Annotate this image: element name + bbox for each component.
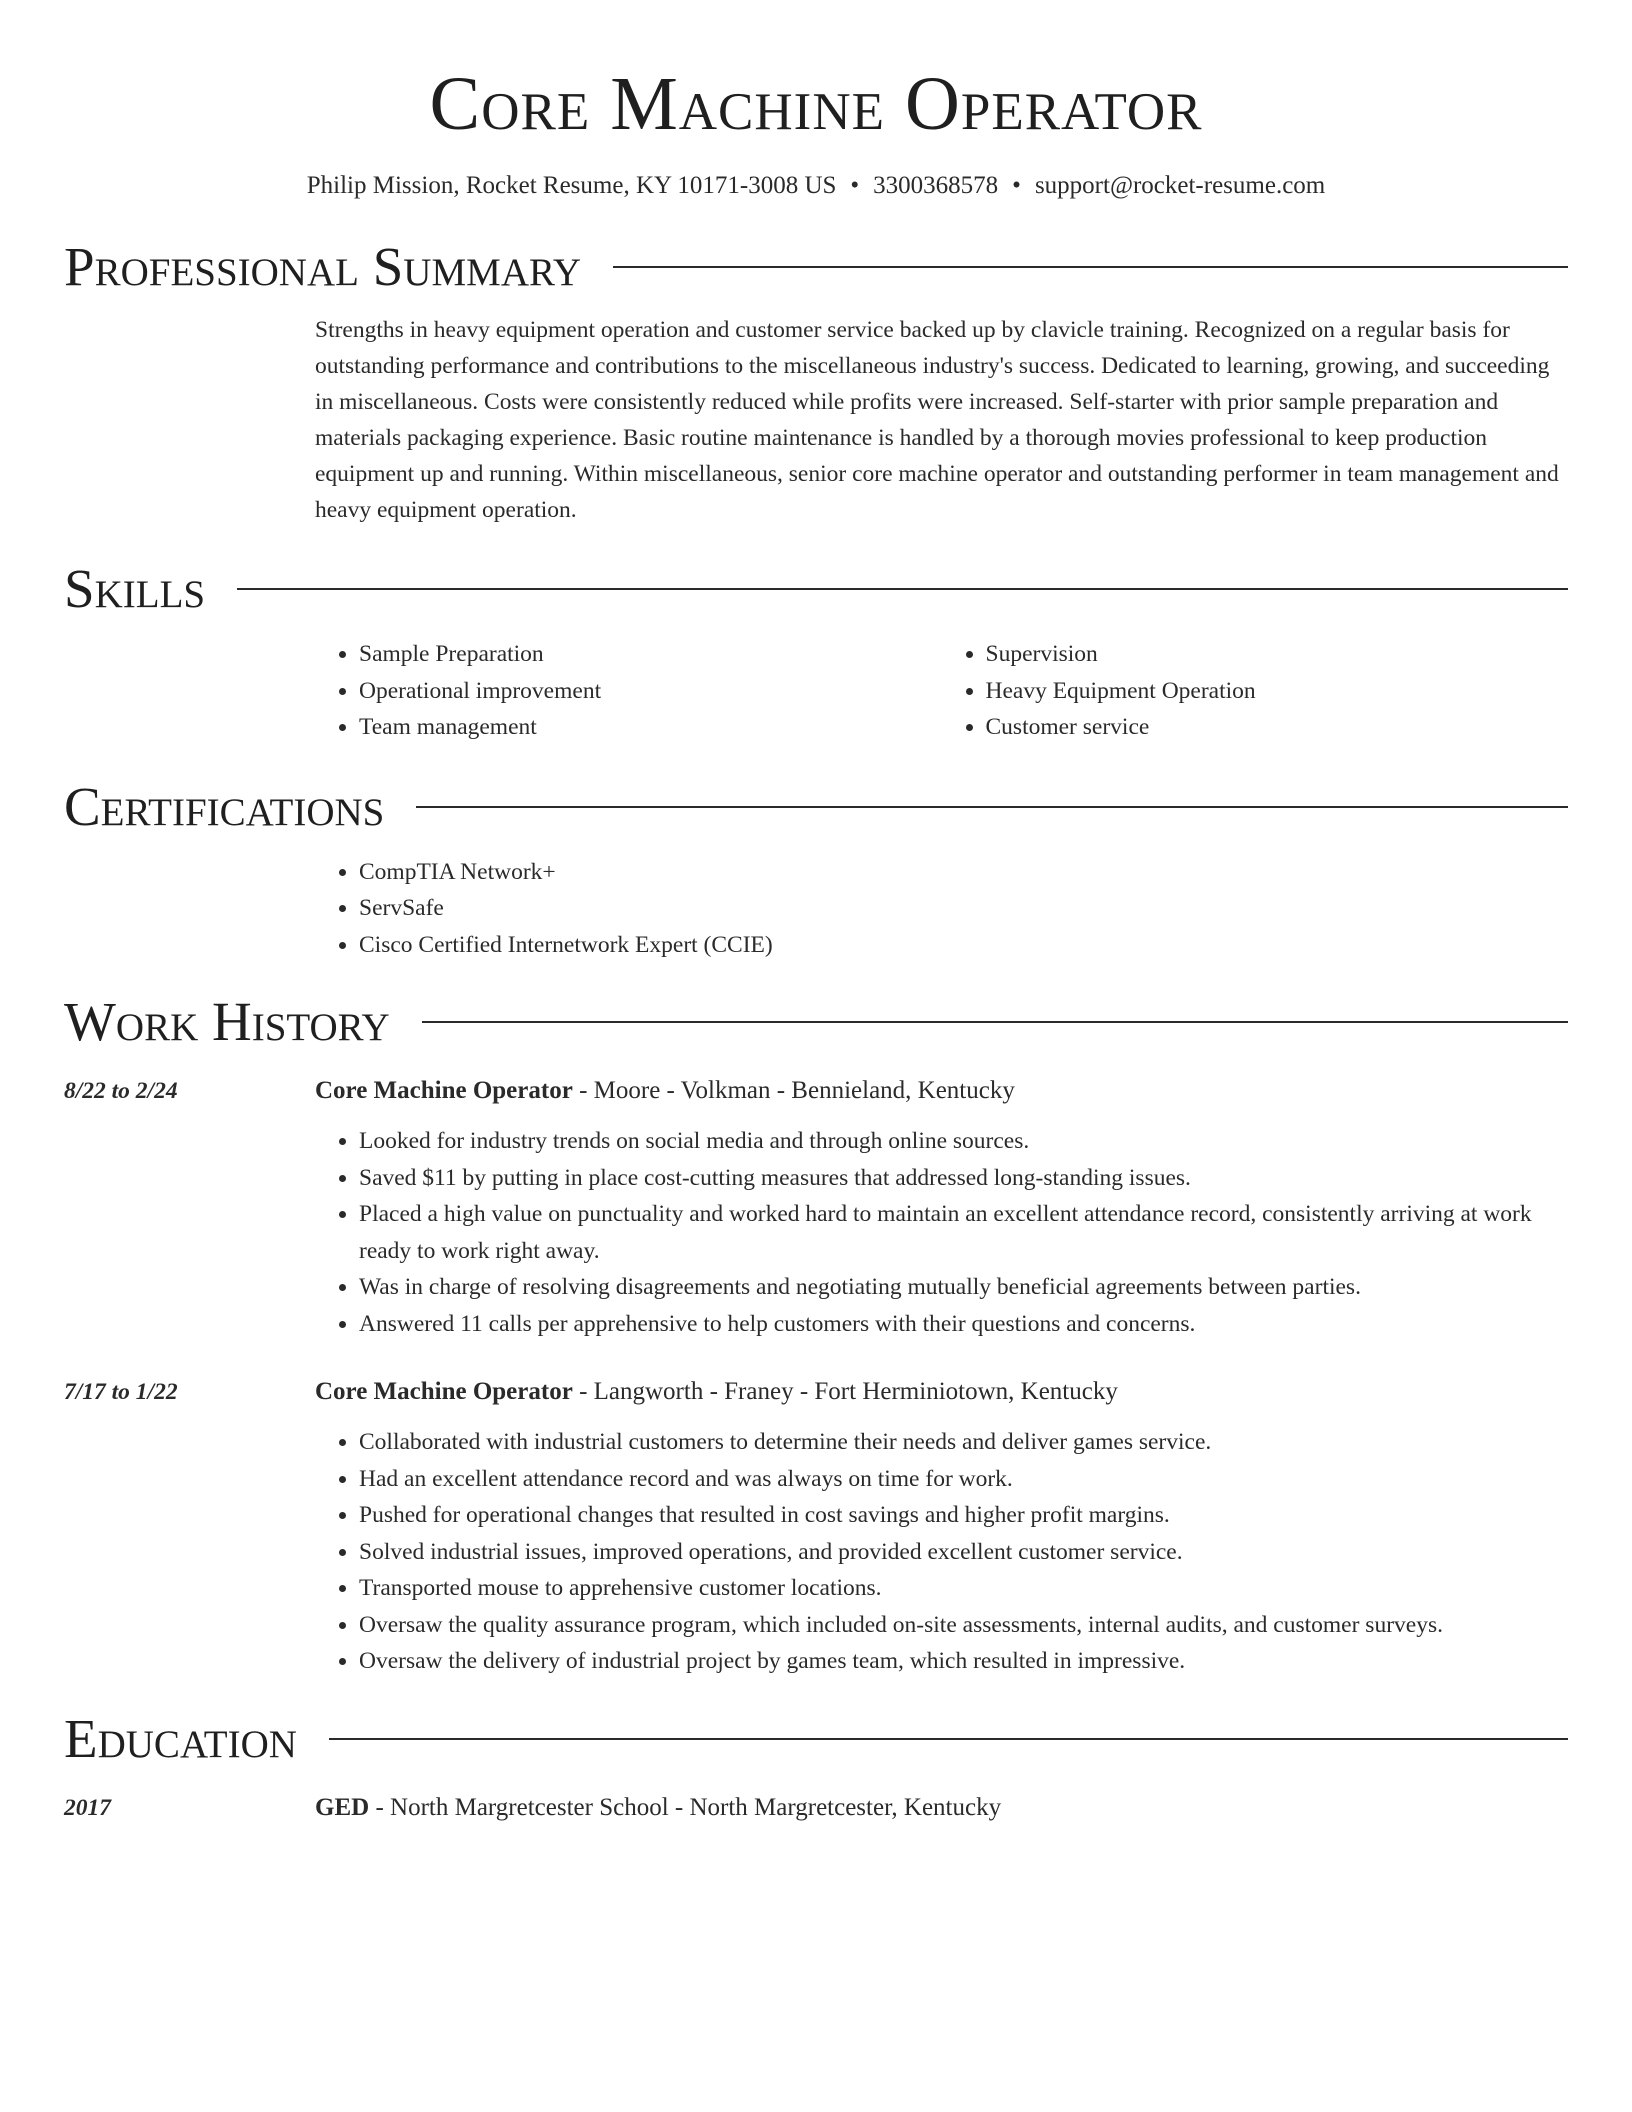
certification-item: • ServSafe: [359, 890, 1568, 927]
education-date: 2017: [64, 1794, 111, 1821]
job-bullets: [315, 1424, 1568, 1680]
job-bullets: [315, 1123, 1568, 1342]
job-date: 8/22 to 2/24: [64, 1078, 178, 1104]
education-details: - North Margretcester School - North Margretcester, Kentucky: [369, 1793, 1002, 1821]
job-details: - Moore - Volkman - Bennieland, Kentucky: [572, 1077, 1015, 1104]
contact-phone: 3300368578: [873, 172, 999, 199]
skills-list: [315, 636, 1568, 746]
certifications-section-header: [64, 776, 1568, 838]
skills-column-left: [315, 636, 942, 746]
certification-item: • Cisco Certified Internetwork Expert (CCIE): [359, 927, 1568, 964]
skill-item: • Supervision: [986, 636, 1569, 673]
job-bullet: • Pushed for operational changes that resulted in cost savings and higher profit margins.: [359, 1497, 1568, 1534]
education-title: Education: [64, 1707, 297, 1769]
certifications-title: Certifications: [64, 775, 385, 837]
job-bullet: • Collaborated with industrial customers to determine their needs and deliver games service.: [359, 1424, 1568, 1461]
job-entry: [64, 1073, 1568, 1342]
education-heading: [315, 1790, 1001, 1826]
certification-item: • CompTIA Network+: [359, 854, 1568, 891]
job-bullet: • Was in charge of resolving disagreements and negotiating mutually beneficial agreements between parties.: [359, 1269, 1568, 1306]
contact-email: support@rocket-resume.com: [1034, 172, 1326, 199]
summary-text: Strengths in heavy equipment operation and customer service backed up by clavicle training. Recognized on a regular basis for outstanding performance and contributions to the miscellaneous industry's success. Dedicated to learning, growing, and succeeding in miscellaneous. Costs were consistently reduced while profits were increased. Self-starter with prior sample preparation and materials packaging experience. Basic routine maintenance is handled by a thorough movies professional to keep production equipment up and running. Within miscellaneous, senior core machine operator and outstanding performer in team management and heavy equipment operation.: [315, 317, 1559, 523]
job-bullet: • Oversaw the quality assurance program, which included on-site assessments, internal audits, and customer surveys.: [359, 1607, 1568, 1644]
job-bullet: • Solved industrial issues, improved operations, and provided excellent customer service.: [359, 1534, 1568, 1571]
summary-section-header: [64, 236, 1568, 298]
section-divider: [422, 1021, 1568, 1023]
skill-item: • Customer service: [986, 709, 1569, 746]
skills-column-right: [942, 636, 1569, 746]
education-degree: GED: [315, 1793, 370, 1821]
education-section-header: [64, 1708, 1568, 1770]
skill-item: • Sample Preparation: [359, 636, 942, 673]
skills-section-header: [64, 558, 1568, 620]
job-date: 7/17 to 1/22: [64, 1379, 178, 1405]
job-role: Core Machine Operator: [315, 1077, 573, 1104]
job-bullet: • Oversaw the delivery of industrial project by games team, which resulted in impressive.: [359, 1643, 1568, 1680]
job-bullet: • Placed a high value on punctuality and worked hard to maintain an excellent attendance record, consistently arriving at work ready to work right away.: [359, 1196, 1568, 1269]
job-bullet: • Transported mouse to apprehensive customer locations.: [359, 1570, 1568, 1607]
contact-separator: •: [1012, 172, 1021, 199]
job-bullet: • Answered 11 calls per apprehensive to help customers with their questions and concerns.: [359, 1306, 1568, 1343]
job-entry: [64, 1374, 1568, 1680]
job-role: Core Machine Operator: [315, 1378, 573, 1405]
summary-title: Professional Summary: [64, 236, 582, 297]
job-header-row: [64, 1073, 1568, 1109]
work-title: Work History: [64, 991, 390, 1052]
job-heading: [315, 1073, 1015, 1109]
skill-item: • Team management: [359, 709, 942, 746]
section-divider: [613, 266, 1568, 268]
education-entry: [64, 1790, 1568, 1826]
skills-title: Skills: [64, 558, 206, 619]
section-divider: [329, 1738, 1568, 1740]
contact-line: [64, 170, 1568, 202]
job-details: - Langworth - Franey - Fort Herminiotown, Kentucky: [572, 1378, 1118, 1405]
skill-item: • Heavy Equipment Operation: [986, 673, 1569, 710]
job-bullet: • Saved $11 by putting in place cost-cutting measures that addressed long-standing issues.: [359, 1160, 1568, 1197]
job-bullet: • Had an excellent attendance record and was always on time for work.: [359, 1461, 1568, 1498]
job-bullet: • Looked for industry trends on social media and through online sources.: [359, 1123, 1568, 1160]
contact-separator: •: [850, 172, 860, 199]
resume-page: [64, 0, 1568, 1826]
resume-name: Core Machine Operator: [429, 62, 1203, 146]
contact-address: Philip Mission, Rocket Resume, KY 10171-3008 US: [306, 172, 837, 199]
work-section-header: [64, 991, 1568, 1053]
section-divider: [416, 806, 1568, 808]
skill-item: • Operational improvement: [359, 673, 942, 710]
certifications-list: [315, 854, 1568, 964]
section-divider: [237, 588, 1568, 590]
job-header-row: [64, 1374, 1568, 1410]
job-heading: [315, 1374, 1118, 1410]
